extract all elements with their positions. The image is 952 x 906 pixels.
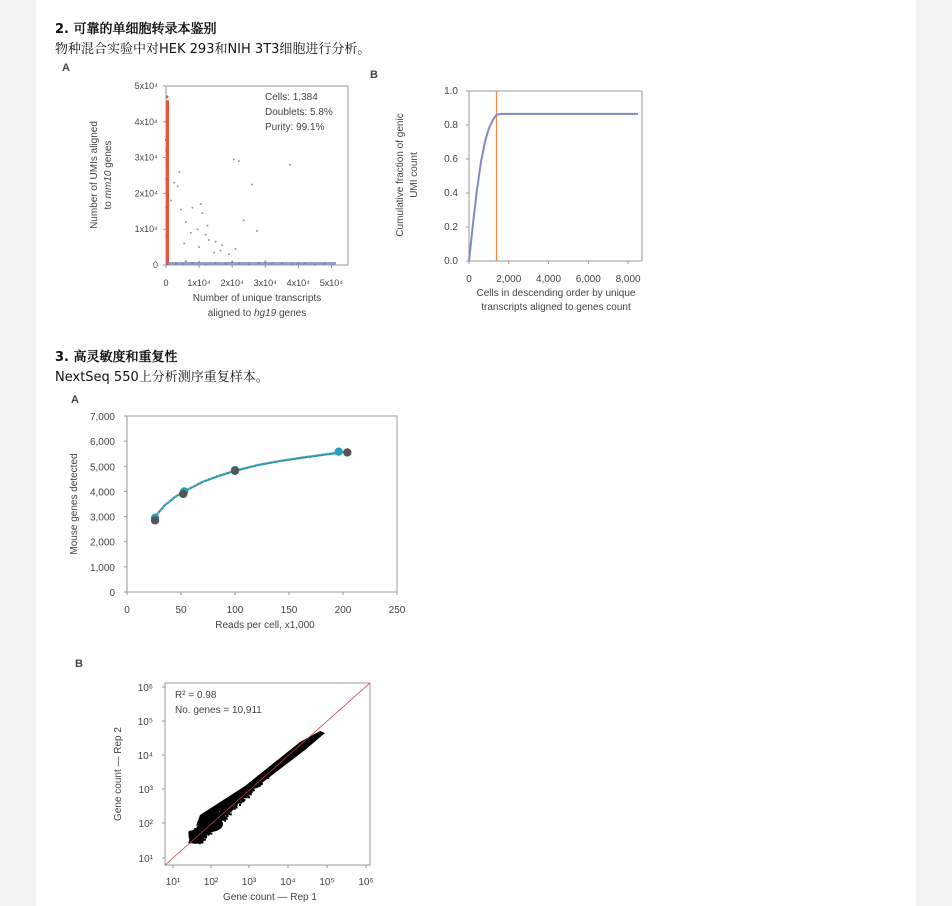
fig3a-rep2-point (151, 516, 159, 524)
fig3a-fit-curve-dotted (155, 451, 344, 517)
fig3b-y-axis-label: Gene count — Rep 2 (113, 727, 124, 821)
fig2a-human-cluster-band (166, 100, 169, 265)
fig2a-point (201, 212, 203, 214)
fig3a-x-tick-label: 200 (334, 605, 352, 616)
fig3b-point (224, 818, 226, 820)
fig2a-panel-label: A (62, 62, 70, 74)
fig2a-x-axis-label (208, 308, 306, 319)
section2-heading: 2. 可靠的单细胞转录本鉴别 (55, 22, 217, 37)
fig3b-point (195, 833, 197, 835)
fig3b-x-tick-label: 10⁶ (358, 877, 374, 888)
fig3b-y-tick-label: 10² (138, 819, 153, 830)
fig3b-point (241, 797, 243, 799)
fig2a-point (173, 182, 175, 184)
fig2a-point (213, 251, 215, 253)
fig3a-x-tick-label: 100 (226, 605, 244, 616)
fig3b-point (193, 830, 195, 832)
fig2a-x-axis-label: Number of unique transcripts (192, 293, 322, 304)
fig2a-y-tick-label: 0 (152, 260, 158, 270)
fig2a-point (183, 243, 185, 245)
fig3a-x-tick-label: 150 (280, 605, 298, 616)
fig3b-point (200, 842, 202, 844)
fig3b-annotation: No. genes = 10,911 (175, 705, 262, 716)
fig2a-point (205, 234, 207, 236)
fig2a-y-axis-label-part: mm10 (103, 170, 114, 199)
fig3b-point (195, 829, 197, 831)
fig3b-y-tick-label: 10⁴ (137, 751, 153, 762)
fig2b-x-axis-label: transcripts aligned to genes count (481, 302, 631, 313)
fig2a-point (233, 158, 235, 160)
fig2b-y-tick-label: 1.0 (444, 86, 458, 97)
fig3a-x-tick-label: 50 (175, 605, 187, 616)
fig3b-point (205, 832, 207, 834)
fig2b-y-tick-label: 0.6 (444, 154, 458, 165)
section3-description: NextSeq 550上分析测序重复样本。 (55, 370, 269, 385)
fig3b-point (216, 813, 218, 815)
fig3b-point (189, 831, 191, 833)
fig2a-point (238, 160, 240, 162)
fig2a-annotation: Cells: 1,384 (265, 92, 318, 103)
fig3b-point (198, 837, 200, 839)
fig3b-y-tick-label: 10⁵ (137, 717, 153, 728)
fig2a-annotation: Purity: 99.1% (265, 122, 325, 133)
fig2a-point (177, 185, 179, 187)
fig3b-x-tick-label: 10¹ (165, 877, 181, 888)
fig2a-point (196, 228, 198, 230)
fig3b-y-tick-label: 10³ (138, 785, 153, 796)
fig3a-y-tick-label: 4,000 (89, 487, 115, 499)
fig3b-point (200, 837, 202, 839)
fig2b-x-tick-label: 0 (466, 274, 472, 285)
fig2b-x-tick-label: 6,000 (575, 274, 601, 285)
fig2a-x-tick-label: 5x10⁴ (319, 278, 344, 288)
fig3b-point (239, 804, 241, 806)
fig2b-x-tick-label: 2,000 (496, 274, 522, 285)
fig2b-y-tick-label: 0.2 (444, 222, 458, 233)
fig3a-rep2-point (343, 448, 351, 456)
fig2a-x-tick-label: 1x10⁴ (187, 278, 211, 288)
section3-heading: 3. 高灵敏度和重复性 (55, 350, 178, 365)
fig3b-panel-label: B (75, 658, 83, 670)
fig3b-point (191, 836, 193, 838)
fig2b-y-tick-label: 0.8 (444, 120, 458, 131)
fig3b-y-tick-label: 10¹ (138, 854, 153, 865)
fig3b-y-tick-label: 10⁶ (137, 683, 153, 694)
fig3b-point (208, 834, 210, 836)
fig3b-point (229, 813, 231, 815)
fig2a-y-tick-label: 3x10⁴ (134, 152, 158, 163)
fig3b-point (193, 841, 195, 843)
fig2a-point (221, 244, 223, 246)
fig3a-y-tick-label: 3,000 (89, 512, 115, 524)
fig3a-y-tick-label: 2,000 (89, 537, 115, 549)
fig2a-y-tick-label: 1x10⁴ (134, 224, 158, 235)
fig2a-y-axis-label: Number of UMIs aligned (89, 121, 100, 229)
fig3b-point (210, 833, 212, 835)
fig2b-x-tick-label: 4,000 (536, 274, 562, 285)
fig2a-y-axis-label-part: genes (103, 140, 114, 171)
fig3b-x-axis-label: Gene count — Rep 1 (223, 892, 317, 903)
fig2a-x-tick-label: 2x10⁴ (220, 278, 244, 288)
fig3a-y-axis-label: Mouse genes detected (69, 453, 80, 555)
fig2a-point (208, 239, 210, 241)
fig2a-x-tick-label: 3x10⁴ (253, 278, 277, 288)
fig2a-point (180, 209, 182, 211)
fig3a-rep2-point (179, 490, 187, 498)
fig3b-point (203, 835, 205, 837)
fig3a-x-axis-label: Reads per cell, x1,000 (215, 620, 315, 631)
fig2a-point (206, 225, 208, 227)
fig3b-x-tick-label: 10³ (241, 877, 257, 888)
fig2a-point (215, 241, 217, 243)
fig3a-x-tick-label: 250 (388, 605, 406, 616)
fig2b-x-axis-label: Cells in descending order by unique (476, 288, 636, 299)
fig2b-cumulative-line (469, 114, 638, 261)
fig3a-y-tick-label: 5,000 (89, 462, 115, 474)
fig2a-y-tick-label: 5x10⁴ (134, 81, 158, 91)
fig2b-y-axis-label: UMI count (409, 152, 420, 198)
fig3b-point-band (196, 731, 325, 826)
fig3a-y-tick-label: 0 (109, 588, 115, 599)
fig2a-x-axis-label-part: hg19 (253, 308, 277, 319)
fig2a-mouse-cluster-band (166, 262, 336, 265)
fig2a-point (190, 232, 192, 234)
fig2a-annotation: Doublets: 5.8% (265, 107, 333, 118)
fig2b-x-tick-label: 8,000 (615, 274, 641, 285)
fig3b-point (199, 831, 201, 833)
fig3b-point (227, 815, 229, 817)
fig3a-y-tick-label: 6,000 (89, 437, 115, 449)
fig3a-rep2-point (231, 467, 239, 475)
fig3b-point (223, 810, 225, 812)
fig3b-point (189, 837, 191, 839)
fig3b-x-tick-label: 10⁴ (280, 877, 296, 888)
fig3a-fit-curve (154, 452, 343, 518)
fig2a-point (289, 164, 291, 166)
fig2a-y-tick-label: 4x10⁴ (134, 116, 158, 127)
fig3b-point (193, 832, 195, 834)
fig2a-point (191, 207, 193, 209)
fig2a-x-axis-label-part: genes (276, 308, 307, 319)
fig2a-point (228, 253, 230, 255)
fig2a-point (166, 95, 169, 98)
fig3b-point (247, 796, 249, 798)
fig3b-annotation: R² = 0.98 (175, 690, 217, 701)
fig3b-point (234, 806, 236, 808)
fig2a-x-tick-label: 4x10⁴ (286, 278, 311, 288)
fig2a-x-axis-label-part: aligned to (207, 308, 254, 319)
fig3a-y-tick-label: 7,000 (89, 412, 115, 423)
fig2a-point (200, 203, 202, 205)
fig2a-point (170, 200, 172, 202)
fig3b-point (250, 793, 252, 795)
fig2a-y-axis-label (103, 141, 114, 210)
fig3b-point (205, 836, 207, 838)
fig2a-y-tick-label: 2x10⁴ (134, 188, 158, 199)
fig2a-point (234, 248, 236, 250)
fig3b-x-tick-label: 10² (203, 877, 219, 888)
fig2a-point (198, 246, 200, 248)
fig2a-y-axis-label-part: to (103, 198, 114, 210)
fig3b-x-tick-label: 10⁵ (319, 877, 335, 888)
fig2a-point (178, 171, 180, 173)
fig2a-x-tick-label: 0 (163, 278, 169, 288)
fig2a-point (256, 230, 258, 232)
fig3a-y-tick-label: 1,000 (89, 562, 115, 574)
fig2a-point (185, 221, 187, 223)
fig3a-x-tick-label: 0 (124, 605, 130, 616)
fig2b-y-tick-label: 0.0 (444, 256, 458, 267)
fig3a-rep1-point (334, 448, 342, 456)
section2-description: 物种混合实验中对HEK 293和NIH 3T3细胞进行分析。 (55, 42, 371, 57)
fig3b-point (228, 810, 230, 812)
fig3b-point (197, 840, 199, 842)
fig2b-y-tick-label: 0.4 (444, 188, 458, 199)
fig3b-point (235, 804, 237, 806)
fig2a-point (243, 219, 245, 221)
fig2b-panel-label: B (370, 69, 378, 81)
fig2a-point (220, 250, 222, 252)
fig2a-point (251, 183, 253, 185)
fig3a-panel-label: A (71, 394, 79, 406)
fig2b-y-axis-label: Cumulative fraction of genic (395, 113, 406, 237)
